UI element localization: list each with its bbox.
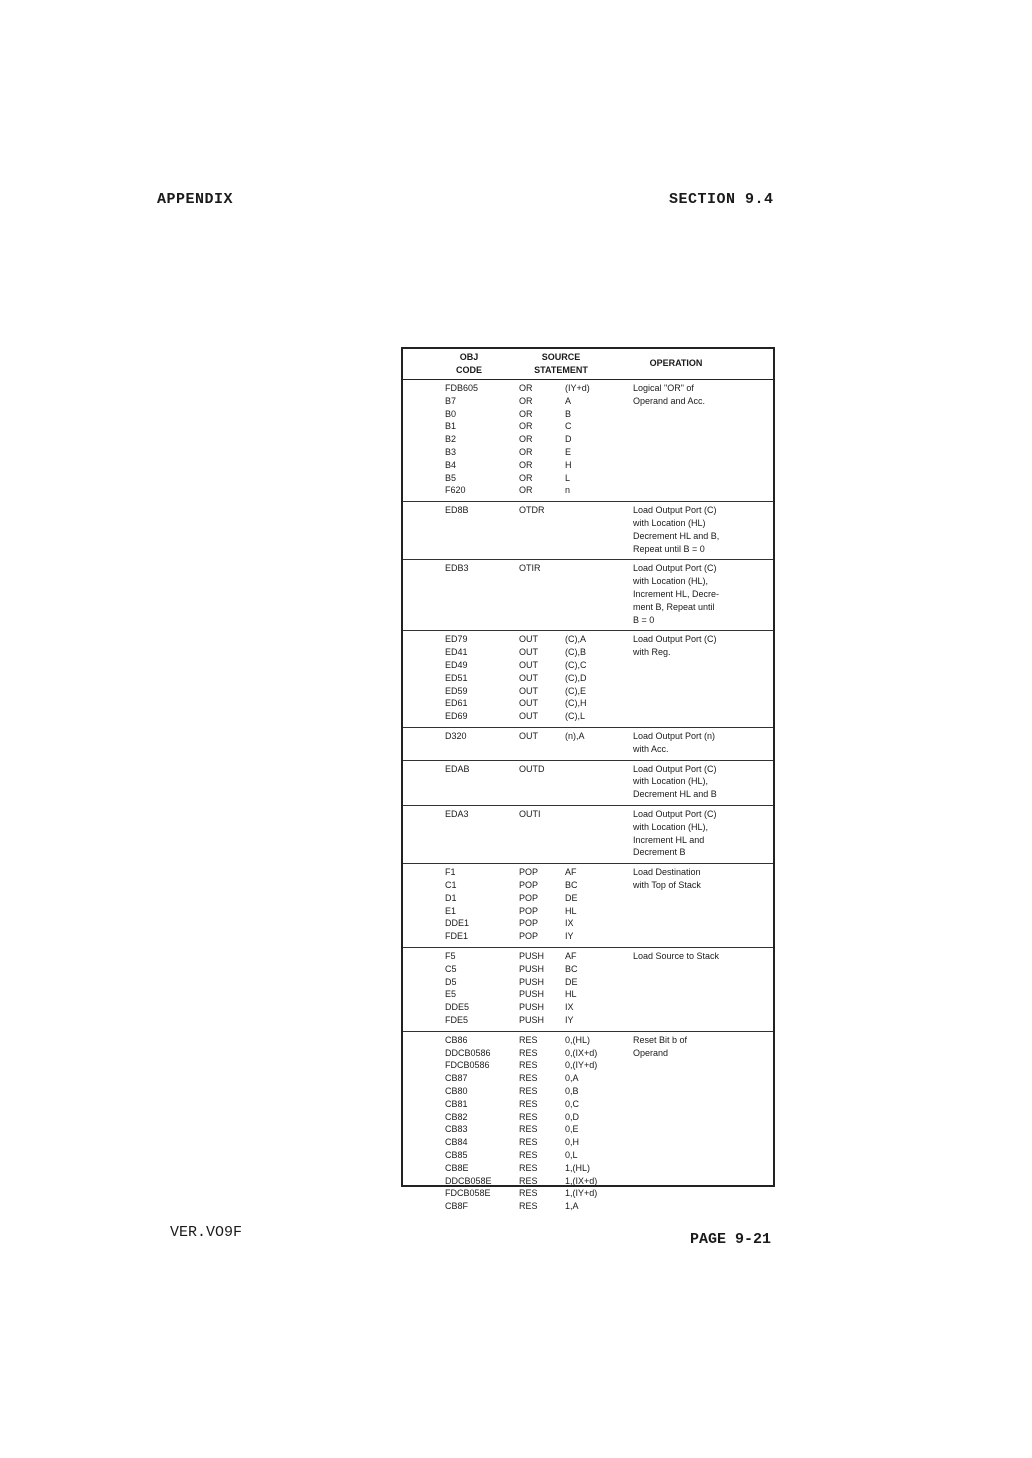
mnemonic-cell: POP [519,905,539,916]
operand-cell: 0,(IX+d) [565,1047,598,1058]
table-row [403,446,773,459]
table-row [403,633,773,646]
operand-cell: n [565,485,571,496]
mnemonic-cell: PUSH [519,950,545,961]
obj-code-cell: DDCB0586 [445,1047,491,1058]
mnemonic-cell: RES [519,1047,538,1058]
obj-code-cell: EDAB [445,763,470,774]
operation-line: with Acc. [633,743,669,754]
operand-cell: 0,C [565,1098,580,1109]
operand-cell: (IY+d) [565,383,590,393]
operation-line: Load Output Port (C) [633,505,717,516]
mnemonic-cell: POP [519,918,539,929]
table-row [403,879,773,892]
obj-code-cell: DDE5 [445,1002,470,1013]
obj-code-cell: CB87 [445,1073,468,1084]
opcode-table [401,347,775,1212]
table-row [403,1047,773,1060]
operand-cell: E [565,446,572,457]
operand-cell: (n),A [565,730,585,741]
mnemonic-cell: OUT [519,647,538,658]
mnemonic-cell: RES [519,1175,538,1186]
obj-code-cell: CB85 [445,1149,468,1160]
mnemonic-cell: RES [519,1073,538,1084]
obj-code-cell: B5 [445,472,457,483]
obj-code-cell: ED8B [445,505,469,516]
operand-cell: 0,(IY+d) [565,1060,598,1071]
table-row [403,988,773,1001]
mnemonic-cell: POP [519,931,539,942]
mnemonic-cell: OUTD [519,763,545,774]
table-row [403,395,773,408]
operation-line: with Reg. [633,647,671,658]
operation-line: Reset Bit b of [633,1034,688,1045]
table-row [403,1200,773,1213]
col-code-header: CODE [455,365,482,375]
obj-code-cell: CB80 [445,1085,468,1096]
mnemonic-cell: RES [519,1111,538,1122]
obj-code-cell: DDCB058E [445,1175,492,1186]
operation-description [633,1034,687,1060]
operand-cell: H [565,459,572,470]
operand-cell: AF [565,867,577,878]
table-row [403,976,773,989]
instruction-group [403,948,773,1032]
operation-line: ment B, Repeat until [633,601,715,612]
mnemonic-cell: OUT [519,634,538,645]
mnemonic-cell: RES [519,1137,538,1148]
operation-line: Load Destination [633,867,701,878]
instruction-group [403,864,773,948]
mnemonic-cell: OR [519,421,533,432]
operand-cell: HL [565,905,577,916]
operation-description [633,950,719,963]
table-row [403,382,773,395]
table-row [403,1187,773,1200]
operation-line: Load Output Port (C) [633,634,717,645]
mnemonic-cell: PUSH [519,963,545,974]
instruction-group [403,806,773,864]
operand-cell: BC [565,879,578,890]
table-row [403,808,773,821]
mnemonic-cell: RES [519,1085,538,1096]
mnemonic-cell: RES [519,1201,538,1212]
operand-cell: 1,(IX+d) [565,1175,598,1186]
operand-cell: C [565,421,572,432]
mnemonic-cell: RES [519,1098,538,1109]
obj-code-cell: ED49 [445,659,468,670]
table-row [403,1072,773,1085]
obj-code-cell: CB8F [445,1201,469,1212]
table-row [403,1149,773,1162]
mnemonic-cell: RES [519,1149,538,1160]
mnemonic-cell: OR [519,408,533,419]
operand-cell: 0,E [565,1124,579,1135]
table-row [403,730,773,743]
table-row [403,866,773,879]
obj-code-cell: ED51 [445,672,468,683]
page-number: PAGE 9-21 [690,1231,772,1248]
obj-code-cell: B3 [445,446,457,457]
obj-code-cell: ED61 [445,698,468,709]
table-row [403,659,773,672]
operation-line: Repeat until B = 0 [633,543,705,554]
mnemonic-cell: PUSH [519,1014,545,1025]
operation-description [633,763,717,801]
obj-code-cell: ED59 [445,685,468,696]
obj-code-cell: B1 [445,421,457,432]
mnemonic-cell: RES [519,1188,538,1199]
obj-code-cell: CB86 [445,1034,468,1045]
obj-code-cell: B0 [445,408,457,419]
mnemonic-cell: PUSH [519,989,545,1000]
operand-cell: (C),C [565,659,587,670]
operand-cell: 1,A [565,1201,579,1212]
obj-code-cell: CB84 [445,1137,468,1148]
table-row [403,892,773,905]
table-row [403,963,773,976]
obj-code-cell: ED79 [445,634,468,645]
col-statement-header: STATEMENT [534,365,588,375]
operand-cell: AF [565,950,577,961]
table-row [403,763,773,776]
obj-code-cell: ED69 [445,711,468,722]
operation-line: Load Output Port (n) [633,730,716,741]
obj-code-cell: D320 [445,730,467,741]
table-row [403,408,773,421]
obj-code-cell: C1 [445,879,457,890]
mnemonic-cell: OR [519,459,533,470]
operation-line: with Location (HL), [633,821,709,832]
table-row [403,646,773,659]
operation-line: with Location (HL), [633,576,709,587]
mnemonic-cell: OUT [519,711,538,722]
operation-description [633,382,705,408]
obj-code-cell: EDB3 [445,563,469,574]
operand-cell: 0,L [565,1149,578,1160]
mnemonic-cell: PUSH [519,1002,545,1013]
operand-cell: 1,(IY+d) [565,1188,598,1199]
mnemonic-cell: OUT [519,685,538,696]
table-row [403,1136,773,1149]
operand-cell: 0,A [565,1073,579,1084]
table-row [403,685,773,698]
obj-code-cell: F5 [445,950,456,961]
table-row [403,472,773,485]
table-row [403,1111,773,1124]
operation-line: with Location (HL), [633,776,709,787]
operand-cell: HL [565,989,577,1000]
mnemonic-cell: OR [519,395,533,406]
operand-cell: DE [565,892,578,903]
operand-cell: 0,B [565,1085,579,1096]
obj-code-cell: D1 [445,892,457,903]
obj-code-cell: ED41 [445,647,468,658]
operand-cell: IY [565,931,574,942]
mnemonic-cell: OR [519,446,533,457]
instruction-group [403,761,773,806]
operation-description [633,730,715,756]
operand-cell: 0,(HL) [565,1034,591,1045]
table-row [403,672,773,685]
obj-code-cell: F1 [445,867,456,878]
mnemonic-cell: RES [519,1124,538,1135]
operand-cell: D [565,434,572,445]
operand-cell: (C),D [565,672,587,683]
operand-cell: B [565,408,572,419]
operand-cell: IY [565,1014,574,1025]
table-row [403,1059,773,1072]
instruction-group [403,631,773,728]
mnemonic-cell: OTDR [519,505,545,516]
obj-code-cell: CB8E [445,1162,469,1173]
operand-cell: 1,(HL) [565,1162,591,1173]
mnemonic-cell: RES [519,1034,538,1045]
operand-cell: DE [565,976,578,987]
table-row [403,433,773,446]
instruction-group [403,380,773,502]
operation-line: Increment HL, Decre- [633,588,720,599]
obj-code-cell: D5 [445,976,457,987]
mnemonic-cell: POP [519,867,539,878]
table-row [403,710,773,723]
mnemonic-cell: OUT [519,730,538,741]
section-header-left: APPENDIX [157,191,234,208]
mnemonic-cell: OUT [519,659,538,670]
obj-code-cell: CB83 [445,1124,468,1135]
table-row [403,697,773,710]
obj-code-cell: FDCB0586 [445,1060,490,1071]
mnemonic-cell: OTIR [519,563,541,574]
operand-cell: L [565,472,571,483]
operation-description [633,808,717,859]
col-operation-header: OPERATION [649,358,703,368]
table-row [403,459,773,472]
instruction-group [403,560,773,631]
mnemonic-cell: POP [519,879,539,890]
operand-cell: (C),L [565,711,585,722]
table-row [403,917,773,930]
operation-line: Increment HL and [633,834,705,845]
instruction-group [403,1032,773,1217]
mnemonic-cell: OR [519,472,533,483]
table-row [403,930,773,943]
version-footer: VER.VO9F [170,1224,243,1241]
operation-line: Operand [633,1047,669,1058]
obj-code-cell: FDE5 [445,1014,469,1025]
obj-code-cell: B4 [445,459,457,470]
operation-line: with Location (HL) [633,517,706,528]
table-row [403,1085,773,1098]
operation-line: with Top of Stack [633,879,701,890]
mnemonic-cell: OR [519,434,533,445]
mnemonic-cell: POP [519,892,539,903]
operation-description [633,633,717,659]
operand-cell: (C),H [565,698,587,709]
obj-code-cell: FDE1 [445,931,469,942]
col-obj-header: OBJ [459,352,479,362]
operand-cell: IX [565,918,574,929]
operation-line: Decrement HL and B [633,789,717,800]
operation-description [633,504,719,555]
table-row [403,1014,773,1027]
obj-code-cell: CB81 [445,1098,468,1109]
table-header [403,349,773,380]
operation-line: Decrement B [633,847,686,858]
table-row [403,420,773,433]
operand-cell: (C),E [565,685,586,696]
table-row [403,1123,773,1136]
table-row [403,1162,773,1175]
operation-line: Load Output Port (C) [633,763,717,774]
operation-line: Logical "OR" of [633,383,694,393]
mnemonic-cell: OUT [519,698,538,709]
mnemonic-cell: RES [519,1060,538,1071]
instruction-group [403,502,773,560]
obj-code-cell: C5 [445,963,457,974]
table-body [403,380,773,1217]
operand-cell: 0,D [565,1111,580,1122]
operation-line: B = 0 [633,614,655,625]
operand-cell: A [565,395,572,406]
operation-line: Decrement HL and B, [633,530,720,541]
table-row [403,1034,773,1047]
mnemonic-cell: RES [519,1162,538,1173]
operation-description [633,866,701,892]
mnemonic-cell: OUT [519,672,538,683]
operand-cell: IX [565,1002,574,1013]
obj-code-cell: EDA3 [445,808,469,819]
table-row [403,484,773,497]
obj-code-cell: E5 [445,989,457,1000]
obj-code-cell: FDCB058E [445,1188,491,1199]
obj-code-cell: B7 [445,395,457,406]
operand-cell: BC [565,963,578,974]
mnemonic-cell: OUTI [519,808,541,819]
table-row [403,1001,773,1014]
obj-code-cell: F620 [445,485,466,496]
mnemonic-cell: OR [519,383,533,393]
table-row [403,1175,773,1188]
operand-cell: (C),B [565,647,586,658]
operation-line: Load Output Port (C) [633,808,717,819]
section-header-right: SECTION 9.4 [669,191,774,208]
obj-code-cell: B2 [445,434,457,445]
operation-line: Operand and Acc. [633,395,706,406]
col-source-header: SOURCE [541,352,581,362]
instruction-group [403,728,773,761]
operation-line: Load Output Port (C) [633,563,717,574]
table-row [403,905,773,918]
mnemonic-cell: PUSH [519,976,545,987]
obj-code-cell: FDB605 [445,383,479,393]
table-row [403,1098,773,1111]
operand-cell: (C),A [565,634,586,645]
mnemonic-cell: OR [519,485,533,496]
operation-description [633,562,719,626]
obj-code-cell: DDE1 [445,918,470,929]
operand-cell: 0,H [565,1137,580,1148]
operation-line: Load Source to Stack [633,950,720,961]
obj-code-cell: CB82 [445,1111,468,1122]
obj-code-cell: E1 [445,905,457,916]
